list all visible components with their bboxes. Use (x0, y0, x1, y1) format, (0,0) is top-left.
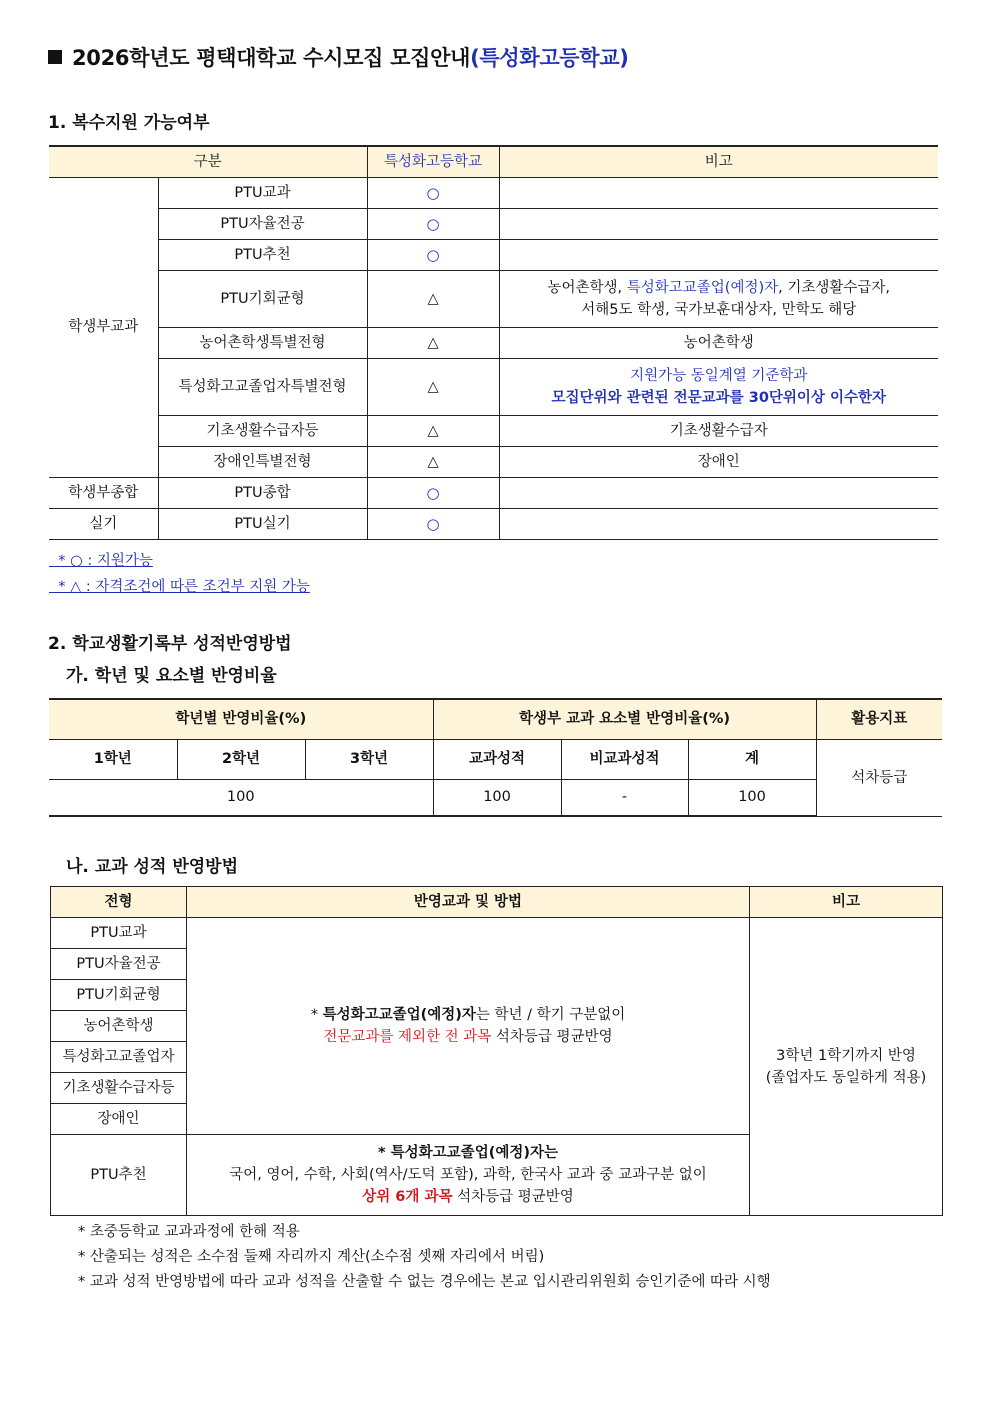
element-subject: 교과성적 (433, 739, 561, 779)
header-type: 전형 (51, 887, 187, 918)
note-highlight: 특성화고교졸업(예정)자 (626, 279, 779, 296)
header-specialized-hs: 특성화고등학교 (367, 146, 499, 177)
row-name: PTU기회균형 (158, 270, 367, 327)
row-note (499, 239, 938, 270)
group-label-school-record: 학생부교과 (49, 177, 158, 477)
row-mark: △ (367, 415, 499, 446)
note-cell (750, 918, 943, 1216)
element-value: 100 (433, 779, 561, 816)
row-mark: ○ (367, 208, 499, 239)
row-note: 농어촌학생 (499, 327, 938, 358)
legend-circle: * ○ : 지원가능 (49, 553, 153, 569)
row-mark: △ (367, 327, 499, 358)
row-name: PTU교과 (158, 177, 367, 208)
note-part: 농어촌학생, (547, 279, 627, 296)
method-text: * (310, 1007, 323, 1023)
grade-1: 1학년 (49, 739, 177, 779)
method-text: 는 학년 / 학기 구분없이 (475, 1007, 626, 1023)
footnote: * 초중등학교 교과과정에 한해 적용 (78, 1224, 300, 1240)
page-title (48, 42, 629, 72)
row-name: PTU종합 (158, 477, 367, 508)
method-table (50, 886, 943, 1216)
row-note: 장애인 (499, 446, 938, 477)
row-mark: △ (367, 446, 499, 477)
header-method: 반영교과 및 방법 (187, 887, 750, 918)
row-note: 기초생활수급자 (499, 415, 938, 446)
type-cell: PTU자율전공 (51, 949, 187, 980)
subheading-method: 나. 교과 성적 반영방법 (66, 857, 239, 877)
row-note (499, 358, 938, 415)
grade-value: 100 (49, 779, 433, 816)
header-note: 비고 (750, 887, 943, 918)
index-value: 석차등급 (816, 739, 942, 816)
group-label-comprehensive: 학생부종합 (49, 477, 158, 508)
header-category: 구분 (49, 146, 367, 177)
method-cell (187, 918, 750, 1135)
row-note (499, 177, 938, 208)
header-remarks: 비고 (499, 146, 938, 177)
type-cell: PTU추천 (51, 1135, 187, 1216)
row-name: 특성화고교졸업자특별전형 (158, 358, 367, 415)
element-nonsubject: 비교과성적 (561, 739, 688, 779)
row-mark: ○ (367, 477, 499, 508)
method2-line1: * 특성화고교졸업(예정)자는 (378, 1145, 558, 1161)
row-mark: ○ (367, 239, 499, 270)
method2-text: 석차등급 평균반영 (452, 1189, 574, 1205)
row-note (499, 208, 938, 239)
method2-red: 상위 6개 과목 (362, 1189, 453, 1205)
square-bullet-icon (48, 50, 62, 64)
footnote: * 산출되는 성적은 소수점 둘째 자리까지 계산(소수점 셋째 자리에서 버림) (78, 1249, 545, 1265)
footnote: * 교과 성적 반영방법에 따라 교과 성적을 산출할 수 없는 경우에는 본교 입시관리위원회 승인기준에 따라 시행 (78, 1274, 771, 1290)
section2-heading: 2. 학교생활기록부 성적반영방법 (48, 634, 292, 654)
header-index: 활용지표 (816, 699, 942, 739)
element-total: 계 (688, 739, 816, 779)
legend-notes (49, 548, 310, 600)
method-cell-rec (187, 1135, 750, 1216)
element-value: 100 (688, 779, 816, 816)
element-value: - (561, 779, 688, 816)
header-element-ratio: 학생부 교과 요소별 반영비율(%) (433, 699, 816, 739)
subheading-ratio: 가. 학년 및 요소별 반영비율 (66, 666, 277, 686)
legend-triangle: * △ : 자격조건에 따른 조건부 지원 가능 (49, 579, 310, 595)
type-cell: 장애인 (51, 1104, 187, 1135)
type-cell: 특성화고교졸업자 (51, 1042, 187, 1073)
note-line2: 서해5도 학생, 국가보훈대상자, 만학도 해당 (581, 301, 857, 318)
ratio-table (49, 698, 942, 817)
row-mark: △ (367, 358, 499, 415)
type-cell: 기초생활수급자등 (51, 1073, 187, 1104)
row-name: 기초생활수급자등 (158, 415, 367, 446)
row-mark: ○ (367, 177, 499, 208)
row-mark: △ (367, 270, 499, 327)
header-grade-ratio: 학년별 반영비율(%) (49, 699, 433, 739)
note-line1: 지원가능 동일계열 기준학과 (630, 367, 808, 384)
method-red: 전문교과를 제외한 전 과목 (323, 1029, 492, 1045)
title-main: 2026학년도 평택대학교 수시모집 모집안내 (72, 46, 471, 70)
footnotes (78, 1220, 771, 1295)
type-cell: PTU기회균형 (51, 980, 187, 1011)
type-cell: 농어촌학생 (51, 1011, 187, 1042)
row-note (499, 508, 938, 539)
note-line2: (졸업자도 동일하게 적용) (765, 1069, 927, 1086)
multi-apply-table (49, 145, 938, 540)
row-name: 장애인특별전형 (158, 446, 367, 477)
note-line2: 모집단위와 관련된 전문교과를 30단위이상 이수한자 (551, 389, 887, 406)
row-name: PTU추천 (158, 239, 367, 270)
row-name: PTU자율전공 (158, 208, 367, 239)
grade-3: 3학년 (305, 739, 433, 779)
title-suffix: (특성화고등학교) (470, 46, 629, 70)
method2-line2: 국어, 영어, 수학, 사회(역사/도덕 포함), 과학, 한국사 교과 중 교과구분 없이 (229, 1167, 707, 1183)
row-mark: ○ (367, 508, 499, 539)
grade-2: 2학년 (177, 739, 305, 779)
row-name: PTU실기 (158, 508, 367, 539)
method-highlight: 특성화고교졸업(예정)자 (322, 1007, 476, 1023)
row-note (499, 270, 938, 327)
group-label-practical: 실기 (49, 508, 158, 539)
section1-heading: 1. 복수지원 가능여부 (48, 113, 210, 133)
row-name: 농어촌학생특별전형 (158, 327, 367, 358)
type-cell: PTU교과 (51, 918, 187, 949)
row-note (499, 477, 938, 508)
note-part: , 기초생활수급자, (778, 279, 891, 296)
note-line1: 3학년 1학기까지 반영 (776, 1047, 916, 1064)
method-text: 석차등급 평균반영 (491, 1029, 613, 1045)
